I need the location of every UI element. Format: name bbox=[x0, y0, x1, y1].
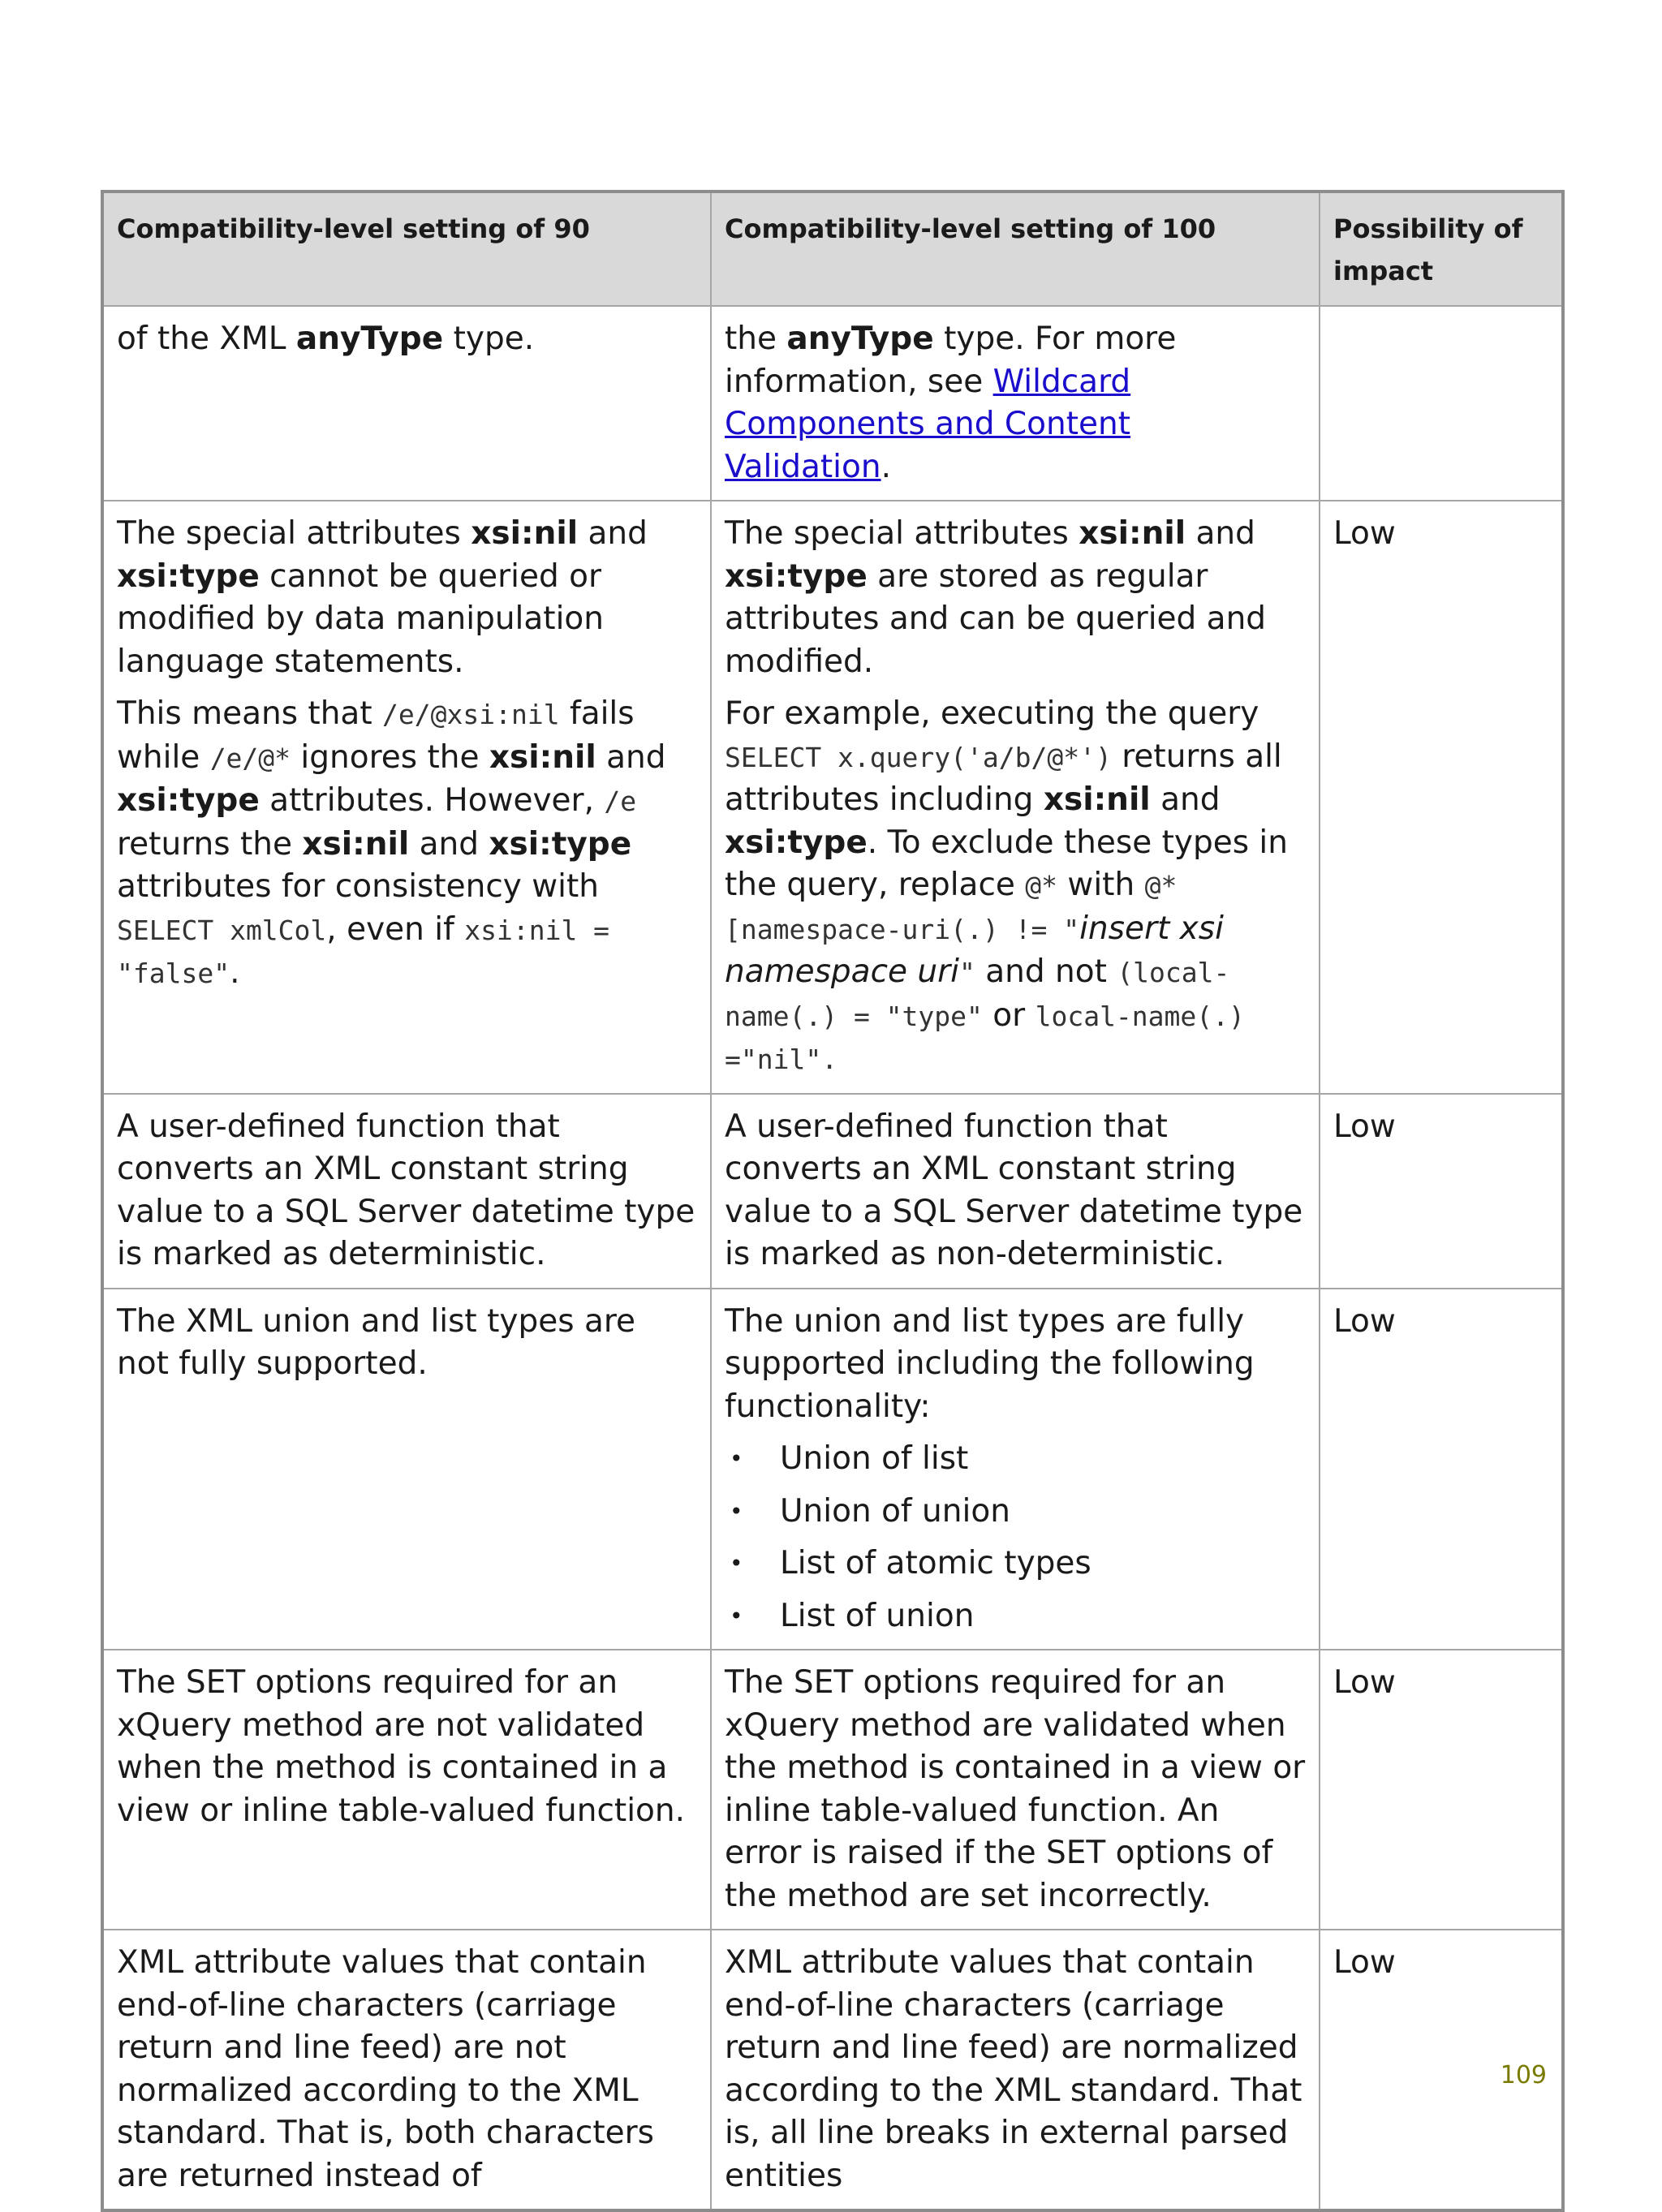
cell-level-90: The SET options required for an xQuery method are not validated when the method is contained in a view or inline table-valued function. bbox=[102, 1650, 711, 1930]
bold-term: xsi:nil bbox=[1043, 781, 1151, 818]
wildcard-components-link[interactable]: Wildcard Components and Content Validation bbox=[725, 363, 1131, 485]
list-item bbox=[725, 1491, 1306, 1534]
cell-impact: Low bbox=[1320, 501, 1563, 1094]
text: This means that bbox=[117, 695, 383, 732]
list-item bbox=[725, 1438, 1306, 1481]
bold-term: xsi:type bbox=[725, 557, 868, 595]
cell-impact: Low bbox=[1320, 1930, 1563, 2210]
bold-term: xsi:type bbox=[117, 782, 260, 819]
text: and bbox=[578, 515, 648, 552]
cell-impact: Low bbox=[1320, 1289, 1563, 1650]
text: and bbox=[1186, 515, 1255, 552]
table-row bbox=[102, 501, 1563, 1094]
bold-term: xsi:nil bbox=[489, 738, 596, 776]
table-row bbox=[102, 306, 1563, 501]
code-snippet: SELECT xmlCol bbox=[117, 914, 327, 946]
text: with bbox=[1057, 867, 1145, 903]
table-row bbox=[102, 1930, 1563, 2210]
table-row bbox=[102, 1289, 1563, 1650]
cell-level-90 bbox=[102, 306, 711, 501]
cell-level-100 bbox=[711, 1289, 1320, 1650]
code-snippet: @* bbox=[1025, 870, 1058, 902]
code-snippet: local-name(.) ="nil". bbox=[725, 1000, 1245, 1075]
header-level-90: Compatibility-level setting of 90 bbox=[102, 192, 711, 306]
text: type. For more information, see bbox=[725, 321, 1177, 400]
code-snippet: SELECT x.query('a/b/@*') bbox=[725, 741, 1112, 773]
table-row bbox=[102, 1650, 1563, 1930]
bold-term: anyType bbox=[295, 321, 444, 357]
paragraph bbox=[725, 693, 1306, 1082]
table-row bbox=[102, 1094, 1563, 1289]
header-row bbox=[102, 192, 1563, 306]
paragraph bbox=[117, 693, 697, 996]
text: and bbox=[596, 738, 666, 776]
bold-term: xsi:type bbox=[725, 824, 868, 861]
text: fails while bbox=[117, 695, 635, 776]
page-number: 109 bbox=[1500, 2061, 1547, 2089]
code-snippet: /e/@* bbox=[209, 742, 291, 774]
text: attributes for consistency with bbox=[117, 868, 600, 905]
cell-level-100: The SET options required for an xQuery method are validated when the method is contained in a view or inline table-valued function. An error is raised if the SET options of the method are set incorrectly. bbox=[711, 1650, 1320, 1930]
text: cannot be queried or modified by data manipulation language statements. bbox=[117, 557, 604, 680]
header-level-100: Compatibility-level setting of 100 bbox=[711, 192, 1320, 306]
compatibility-table bbox=[101, 190, 1565, 2212]
text: , even if bbox=[326, 910, 465, 948]
list-item-label: List of union bbox=[780, 1597, 975, 1634]
cell-level-90: A user-defined function that converts an XML constant string value to a SQL Server datetime type is marked as deterministic. bbox=[102, 1094, 711, 1289]
list-item bbox=[725, 1543, 1306, 1586]
list-item-label: Union of union bbox=[780, 1492, 1010, 1530]
text: The special attributes bbox=[117, 515, 471, 552]
text: . bbox=[881, 448, 891, 485]
cell-level-100 bbox=[711, 501, 1320, 1094]
text: . bbox=[230, 954, 240, 991]
code-snippet: /e/@xsi:nil bbox=[382, 699, 560, 730]
code-snippet: /e bbox=[604, 785, 637, 817]
text: type. bbox=[443, 321, 535, 357]
italic-placeholder: insert xsi namespace uri bbox=[725, 910, 1224, 990]
text: . To exclude these types in the query, replace bbox=[725, 824, 1288, 903]
paragraph bbox=[725, 513, 1306, 683]
code-snippet: xsi:nil = "false" bbox=[117, 914, 610, 989]
cell-level-90: The XML union and list types are not fully supported. bbox=[102, 1289, 711, 1650]
code-snippet: @*[namespace-uri(.) != " bbox=[725, 870, 1178, 945]
bullet-icon: • bbox=[730, 1497, 743, 1525]
cell-impact: Low bbox=[1320, 1650, 1563, 1930]
text: ignores the bbox=[291, 738, 489, 776]
text: For example, executing the query bbox=[725, 695, 1259, 732]
feature-list bbox=[725, 1438, 1306, 1637]
bold-term: anyType bbox=[786, 321, 934, 357]
list-item bbox=[725, 1595, 1306, 1638]
text: are stored as regular attributes and can be queried and modified. bbox=[725, 557, 1267, 680]
cell-level-100: A user-defined function that converts an XML constant string value to a SQL Server datetime type is marked as non-deterministic. bbox=[711, 1094, 1320, 1289]
list-item-label: Union of list bbox=[780, 1440, 969, 1477]
bold-term: xsi:type bbox=[489, 825, 632, 863]
text: or bbox=[982, 996, 1036, 1034]
paragraph: The union and list types are fully supported including the following functionality: bbox=[725, 1302, 1255, 1425]
list-item-label: List of atomic types bbox=[780, 1545, 1091, 1582]
cell-impact: Low bbox=[1320, 1094, 1563, 1289]
text: and not bbox=[975, 953, 1117, 990]
text: attributes. However, bbox=[259, 782, 605, 819]
cell-level-100 bbox=[711, 306, 1320, 501]
text: of the XML bbox=[117, 321, 296, 357]
text: returns the bbox=[117, 825, 303, 863]
code-snippet: (local-name(.) = "type" bbox=[725, 957, 1230, 1032]
text: The special attributes bbox=[725, 515, 1079, 552]
cell-level-90 bbox=[102, 501, 711, 1094]
bold-term: xsi:nil bbox=[302, 825, 410, 863]
text: and bbox=[409, 825, 489, 863]
text: and bbox=[1150, 781, 1221, 818]
cell-level-90: XML attribute values that contain end-of-line characters (carriage return and line feed) are not normalized according to the XML standard. That is, both characters are returned instead of bbox=[102, 1930, 711, 2210]
code-snippet: " bbox=[959, 957, 975, 988]
header-impact: Possibility of impact bbox=[1320, 192, 1563, 306]
cell-impact bbox=[1320, 306, 1563, 501]
cell-level-100: XML attribute values that contain end-of-line characters (carriage return and line feed) are normalized according to the XML standard. That is, all line breaks in external parsed entities bbox=[711, 1930, 1320, 2210]
text: the bbox=[725, 321, 787, 357]
text: returns all attributes including bbox=[725, 738, 1282, 818]
bullet-icon: • bbox=[730, 1445, 743, 1472]
paragraph bbox=[117, 513, 697, 683]
bold-term: xsi:nil bbox=[471, 515, 579, 552]
bold-term: xsi:type bbox=[117, 557, 260, 595]
bullet-icon: • bbox=[730, 1602, 743, 1629]
bullet-icon: • bbox=[730, 1550, 743, 1577]
compatibility-table-container bbox=[101, 190, 1561, 2212]
bold-term: xsi:nil bbox=[1079, 515, 1186, 552]
